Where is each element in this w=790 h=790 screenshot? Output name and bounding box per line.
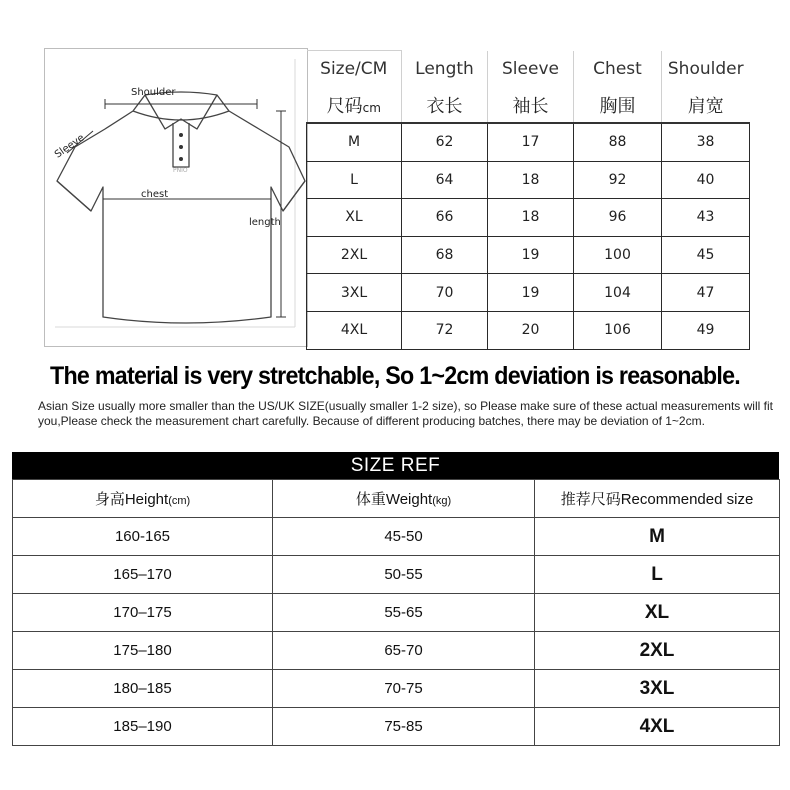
- size-ref-header: [13, 480, 780, 518]
- sleeve-cell: 19: [488, 274, 574, 312]
- asian-size-note: Asian Size usually more smaller than the US/UK SIZE(usually smaller 1-2 size), so Please make sure of these actual measurements will fit you,Please check the measurement chart carefully. Because of different producing batches, there may be deviation of 1~2cm.: [38, 399, 773, 428]
- table-row: [13, 708, 780, 746]
- header-height-unit: (cm): [168, 495, 191, 507]
- shoulder-cell: 45: [662, 236, 750, 274]
- sleeve-cell: 18: [488, 199, 574, 237]
- header-chest: Chest: [574, 51, 662, 88]
- table-row: [307, 199, 750, 237]
- header-size-cn-label: 尺码: [326, 95, 363, 117]
- sleeve-cell: 19: [488, 236, 574, 274]
- table-row: [307, 236, 750, 274]
- size-cell: 3XL: [307, 274, 402, 312]
- length-cell: 66: [402, 199, 488, 237]
- polo-shirt-outline-icon: [45, 49, 307, 346]
- sleeve-cell: 17: [488, 123, 574, 161]
- header-length: Length: [402, 51, 488, 88]
- table-row: [13, 632, 780, 670]
- header-sleeve: Sleeve: [488, 51, 574, 88]
- size-cell: 2XL: [307, 236, 402, 274]
- table-row: [307, 311, 750, 349]
- height-cell: 165–170: [13, 556, 273, 594]
- header-shoulder: Shoulder: [667, 58, 744, 79]
- length-label: length: [249, 217, 281, 228]
- table-row: [13, 518, 780, 556]
- header-size-cn-unit: cm: [362, 100, 381, 115]
- header-weight-unit: (kg): [432, 495, 452, 507]
- header-length-cn: 衣长: [402, 87, 488, 123]
- size-table-header-cn: [307, 87, 750, 123]
- length-cell: 70: [402, 274, 488, 312]
- header-height-label: 身高Height: [94, 491, 169, 508]
- header-weight-label: 体重Weight: [355, 491, 433, 508]
- shoulder-cell: 47: [662, 274, 750, 312]
- table-row: [307, 161, 750, 199]
- length-cell: 72: [402, 311, 488, 349]
- size-cell: L: [307, 161, 402, 199]
- length-cell: 68: [402, 236, 488, 274]
- shoulder-cell: 43: [662, 199, 750, 237]
- header-size: Size/CM: [307, 51, 402, 88]
- weight-cell: 55-65: [273, 594, 535, 632]
- chest-label: chest: [141, 189, 169, 200]
- recommended-size-cell: 4XL: [535, 708, 780, 746]
- size-measurement-table: [306, 50, 750, 350]
- header-sleeve-cn: 袖长: [488, 87, 574, 123]
- header-height: [13, 480, 273, 518]
- height-cell: 185–190: [13, 708, 273, 746]
- shirt-measurement-diagram: [44, 48, 308, 347]
- size-table-header-en: [307, 51, 750, 88]
- weight-cell: 70-75: [273, 670, 535, 708]
- recommended-size-cell: 3XL: [535, 670, 780, 708]
- header-shoulder-cn: 肩宽: [662, 87, 750, 123]
- table-row: [13, 670, 780, 708]
- height-cell: 180–185: [13, 670, 273, 708]
- size-ref-table: [12, 479, 780, 746]
- header-weight: [273, 480, 535, 518]
- shoulder-cell: 40: [662, 161, 750, 199]
- sleeve-cell: 18: [488, 161, 574, 199]
- length-cell: 62: [402, 123, 488, 161]
- chest-cell: 96: [574, 199, 662, 237]
- chest-cell: 106: [574, 311, 662, 349]
- weight-cell: 65-70: [273, 632, 535, 670]
- header-chest-cn: 胸围: [574, 87, 662, 123]
- size-cell: XL: [307, 199, 402, 237]
- chest-cell: 88: [574, 123, 662, 161]
- sleeve-label: Sleeve: [52, 132, 87, 161]
- table-row: [13, 594, 780, 632]
- height-cell: 160-165: [13, 518, 273, 556]
- shirt-logo: PNIO: [173, 167, 188, 174]
- weight-cell: 75-85: [273, 708, 535, 746]
- chest-cell: 92: [574, 161, 662, 199]
- recommended-size-cell: L: [535, 556, 780, 594]
- stretch-notice: The material is very stretchable, So 1~2cm deviation is reasonable.: [50, 362, 740, 390]
- header-recommended: [535, 480, 780, 518]
- recommended-size-cell: M: [535, 518, 780, 556]
- length-cell: 64: [402, 161, 488, 199]
- chest-cell: 100: [574, 236, 662, 274]
- height-cell: 175–180: [13, 632, 273, 670]
- table-row: [307, 123, 750, 161]
- weight-cell: 45-50: [273, 518, 535, 556]
- header-recommended-label: 推荐尺码Recommended size: [560, 491, 754, 508]
- height-cell: 170–175: [13, 594, 273, 632]
- weight-cell: 50-55: [273, 556, 535, 594]
- chest-cell: 104: [574, 274, 662, 312]
- shoulder-cell: 49: [662, 311, 750, 349]
- sleeve-cell: 20: [488, 311, 574, 349]
- shoulder-label: Shoulder: [131, 87, 176, 98]
- table-row: [13, 556, 780, 594]
- recommended-size-cell: XL: [535, 594, 780, 632]
- size-cell: M: [307, 123, 402, 161]
- header-size-cn: [307, 87, 402, 123]
- table-row: [307, 274, 750, 312]
- size-ref-title: SIZE REF: [12, 452, 779, 479]
- recommended-size-cell: 2XL: [535, 632, 780, 670]
- shoulder-cell: 38: [662, 123, 750, 161]
- size-cell: 4XL: [307, 311, 402, 349]
